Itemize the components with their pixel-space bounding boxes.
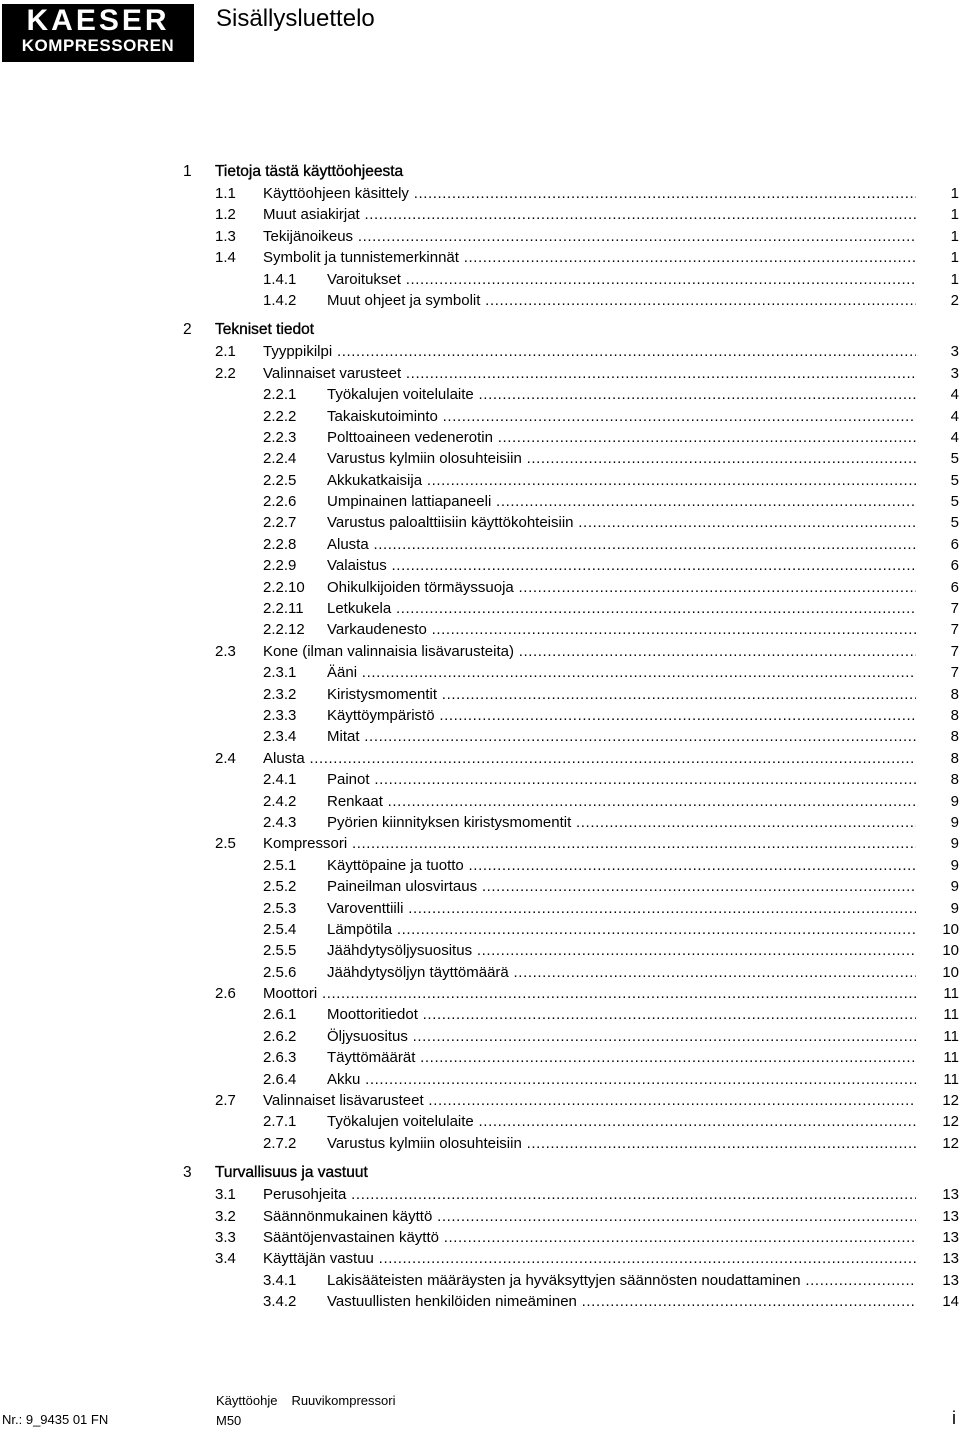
toc-entry-page: 7 [950, 664, 959, 682]
toc-entry-page: 13 [942, 1228, 959, 1246]
toc-entry-page: 12 [942, 1134, 959, 1152]
toc-entry[interactable] [0, 1291, 960, 1312]
toc-entry[interactable] [0, 962, 960, 983]
toc-entry-page: 6 [950, 578, 959, 596]
toc-entry-number: 2.3.4 [263, 728, 297, 746]
toc-chapter-number: 1 [183, 163, 192, 180]
toc-entry[interactable] [0, 876, 960, 897]
toc-entry-page: 11 [943, 1049, 959, 1067]
toc-entry-page: 11 [943, 1070, 959, 1088]
toc-entry-label: Öljysuositus ..... [327, 1026, 916, 1047]
toc-entry[interactable] [0, 598, 960, 619]
toc-entry-number: 2.5.1 [263, 856, 297, 874]
toc-entry[interactable] [0, 769, 960, 790]
toc-entry-label: Varoitukset ..... [327, 269, 916, 290]
toc-entry[interactable] [0, 1206, 960, 1227]
toc-chapter-number: 2 [183, 321, 192, 339]
toc-entry-page: 4 [950, 386, 959, 404]
toc-entry-number: 2.3.1 [263, 664, 297, 682]
toc-entry-page: 1 [950, 270, 959, 288]
toc-entry-number: 3.4.2 [263, 1293, 297, 1311]
toc-entry[interactable] [0, 748, 960, 769]
toc-entry[interactable] [0, 919, 960, 940]
toc-entry[interactable] [0, 448, 960, 469]
toc-entry-number: 2.2.6 [263, 493, 297, 511]
toc-chapter-heading[interactable] [0, 1161, 960, 1184]
toc-entry-label: Täyttömäärät ..... [327, 1047, 916, 1068]
toc-entry-label: Ohikulkijoiden törmäyssuoja ..... [327, 577, 916, 598]
toc-entry-label: Työkalujen voitelulaite ..... [327, 384, 916, 405]
toc-entry[interactable] [0, 662, 960, 683]
toc-entry-number: 3.1 [215, 1186, 236, 1204]
toc-entry-label: Ääni ..... [327, 662, 916, 683]
toc-entry-number: 2.2.12 [263, 621, 305, 639]
toc-entry-label: Käyttäjän vastuu ..... [263, 1248, 916, 1269]
toc-entry-page: 9 [950, 813, 959, 831]
toc-entry-page: 4 [950, 407, 959, 425]
toc-entry-label: Alusta ..... [263, 748, 916, 769]
footer-doc-info [216, 1393, 409, 1408]
toc-entry[interactable] [0, 940, 960, 961]
toc-entry[interactable] [0, 1133, 960, 1154]
toc-entry-page: 6 [950, 557, 959, 575]
footer-doc-type: Käyttöohje [216, 1393, 278, 1408]
toc-entry-number: 1.4.2 [263, 291, 297, 309]
toc-entry-page: 6 [950, 535, 959, 553]
toc-entry-label: Valinnaiset varusteet ..... [263, 363, 916, 384]
toc-entry-number: 2.6 [215, 985, 236, 1003]
toc-entry-number: 2.5.2 [263, 878, 297, 896]
toc-chapter-title: Tietoja tästä käyttöohjeesta [215, 163, 404, 180]
toc-chapter-title: Tekniset tiedot [215, 321, 315, 339]
toc-entry-page: 7 [950, 642, 959, 660]
toc-entry-number: 2.5.5 [263, 942, 297, 960]
toc-entry-page: 10 [942, 963, 959, 981]
toc-entry[interactable] [0, 812, 960, 833]
toc-entry-number: 2.2.11 [263, 600, 304, 618]
toc-entry-page: 10 [942, 920, 959, 938]
toc-entry-label: Renkaat ..... [327, 791, 916, 812]
toc-entry-label: Akkukatkaisija ..... [327, 470, 916, 491]
toc-entry-number: 2.5.3 [263, 899, 297, 917]
toc-section [0, 1161, 960, 1312]
toc-entry-number: 2.2.9 [263, 557, 297, 575]
toc-entry-number: 2.4.2 [263, 792, 297, 810]
toc-entry-number: 3.4.1 [263, 1271, 297, 1289]
toc-entry-number: 2.6.2 [263, 1027, 297, 1045]
toc-entry-page: 8 [950, 771, 959, 789]
toc-entry-label: Valinnaiset lisävarusteet ..... [263, 1090, 916, 1111]
toc-entry[interactable] [0, 1090, 960, 1111]
toc-entry[interactable] [0, 898, 960, 919]
toc-entry[interactable] [0, 833, 960, 854]
toc-entry-page: 9 [950, 878, 959, 896]
toc-entry-page: 5 [950, 471, 959, 489]
toc-entry-page: 3 [950, 364, 959, 382]
toc-entry-page: 9 [950, 792, 959, 810]
toc-entry-page: 1 [950, 227, 959, 245]
toc-entry-number: 2.4 [215, 749, 236, 767]
toc-entry-number: 2.7 [215, 1092, 236, 1110]
toc-entry-page: 8 [950, 706, 959, 724]
toc-entry-number: 1.1 [215, 185, 236, 202]
toc-entry-number: 2.3 [215, 642, 236, 660]
toc-chapter-heading[interactable] [0, 318, 960, 341]
toc-entry-page: 9 [950, 835, 959, 853]
toc-entry-number: 2.2.1 [263, 386, 297, 404]
toc-entry[interactable] [0, 512, 960, 533]
toc-entry-number: 2.7.1 [263, 1113, 297, 1131]
toc-entry[interactable] [0, 1004, 960, 1025]
toc-entry-number: 2.2.4 [263, 450, 297, 468]
toc-entry-label: Kone (ilman valinnaisia lisävarusteita) ..... [263, 641, 916, 662]
toc-entry-label: Tekijänoikeus ..... [263, 226, 916, 247]
toc-entry-number: 2.2.7 [263, 514, 297, 532]
toc-entry-page: 13 [942, 1271, 959, 1289]
footer-product: Ruuvikompressori [291, 1393, 396, 1408]
toc-entry-number: 2.2 [215, 364, 236, 382]
toc-entry-label: Varkaudenesto ..... [327, 619, 916, 640]
toc-entry[interactable] [0, 705, 960, 726]
toc-entry-page: 8 [950, 749, 959, 767]
toc-entry-page: 13 [942, 1207, 959, 1225]
toc-entry[interactable] [0, 363, 960, 384]
toc-entry-label: Varustus kylmiin olosuhteisiin ..... [327, 1133, 916, 1154]
toc-entry[interactable] [0, 577, 960, 598]
toc-entry-number: 1.4.1 [263, 270, 297, 288]
toc-entry-page: 1 [950, 249, 959, 267]
toc-entry-number: 2.6.4 [263, 1070, 297, 1088]
toc-entry[interactable] [0, 226, 960, 247]
toc-entry-page: 7 [950, 600, 959, 618]
toc-entry-label: Jäähdytysöljysuositus ..... [327, 940, 916, 961]
toc-entry-label: Valaistus ..... [327, 555, 916, 576]
toc-entry[interactable] [0, 204, 960, 225]
toc-entry-page: 14 [942, 1293, 959, 1311]
footer-model: M50 [216, 1413, 242, 1428]
toc-entry-number: 2.5 [215, 835, 236, 853]
toc-entry-page: 4 [950, 428, 959, 446]
toc-entry-label: Käyttöpaine ja tuotto ..... [327, 855, 916, 876]
toc-entry-label: Lämpötila ..... [327, 919, 916, 940]
toc-entry-number: 1.4 [215, 249, 236, 267]
toc-entry-number: 2.2.8 [263, 535, 297, 553]
toc-entry-page: 13 [942, 1186, 959, 1204]
toc-entry-label: Umpinainen lattiapaneeli ..... [327, 491, 916, 512]
toc-entry-label: Moottori ..... [263, 983, 916, 1004]
toc-entry-label: Tyyppikilpi ..... [263, 341, 916, 362]
toc-chapter-title: Turvallisuus ja vastuut [215, 1164, 368, 1182]
toc-entry-page: 9 [950, 856, 959, 874]
toc-entry-label: Paineilman ulosvirtaus ..... [327, 876, 916, 897]
toc-entry[interactable] [0, 1026, 960, 1047]
toc-entry-label: Moottoritiedot ..... [327, 1004, 916, 1025]
toc-entry-label: Varustus paloalttiisiin käyttökohteisiin ..... [327, 512, 916, 533]
toc-entry-number: 2.2.2 [263, 407, 297, 425]
toc-entry-page: 10 [942, 942, 959, 960]
toc-entry-page: 5 [950, 450, 959, 468]
toc-entry-page: 11 [943, 1006, 959, 1024]
toc-entry-page: 8 [950, 728, 959, 746]
toc-entry-label: Varoventtiili ..... [327, 898, 916, 919]
toc-chapter-number: 3 [183, 1164, 192, 1182]
toc-entry-label: Vastuullisten henkilöiden nimeäminen ..... [327, 1291, 916, 1312]
toc-entry-number: 3.4 [215, 1250, 236, 1268]
toc-entry-number: 2.2.3 [263, 428, 297, 446]
toc-entry[interactable] [0, 427, 960, 448]
toc-entry[interactable] [0, 555, 960, 576]
logo-wordmark: KAESER [26, 4, 170, 37]
toc-entry[interactable] [0, 470, 960, 491]
toc-entry-page: 2 [950, 291, 959, 309]
toc-entry[interactable] [0, 1111, 960, 1132]
toc-entry-label: Sääntöjenvastainen käyttö ..... [263, 1227, 916, 1248]
toc-section [0, 318, 960, 1154]
toc-entry[interactable] [0, 1069, 960, 1090]
toc-entry-number: 2.3.2 [263, 685, 297, 703]
toc-entry[interactable] [0, 247, 960, 268]
toc-entry-number: 2.3.3 [263, 706, 297, 724]
toc-entry-label: Muut asiakirjat ..... [263, 204, 916, 225]
footer-page-number: i [952, 1408, 956, 1428]
toc-entry-number: 3.3 [215, 1228, 236, 1246]
toc-entry[interactable] [0, 1184, 960, 1205]
toc-entry[interactable] [0, 1227, 960, 1248]
toc-entry[interactable] [0, 1270, 960, 1291]
toc-entry[interactable] [0, 491, 960, 512]
toc-entry[interactable] [0, 983, 960, 1004]
toc-entry-page: 8 [950, 685, 959, 703]
toc-entry[interactable] [0, 726, 960, 747]
toc-entry-number: 2.5.6 [263, 963, 297, 981]
toc-entry-label: Symbolit ja tunnistemerkinnät ..... [263, 247, 916, 268]
toc-entry-number: 2.5.4 [263, 920, 297, 938]
toc-entry-page: 1 [950, 185, 959, 202]
toc-entry-number: 2.7.2 [263, 1134, 297, 1152]
toc-entry-page: 3 [950, 343, 959, 361]
toc-entry-page: 12 [942, 1092, 959, 1110]
toc-entry-label: Muut ohjeet ja symbolit ..... [327, 290, 916, 311]
toc-entry-page: 12 [942, 1113, 959, 1131]
toc-entry[interactable] [0, 791, 960, 812]
toc-entry-label: Pyörien kiinnityksen kiristysmomentit ..... [327, 812, 916, 833]
toc-entry-page: 13 [942, 1250, 959, 1268]
toc-entry[interactable] [0, 384, 960, 405]
toc-entry[interactable] [0, 641, 960, 662]
toc-chapter-heading[interactable] [0, 160, 960, 183]
toc-entry-page: 5 [950, 493, 959, 511]
toc-entry-label: Lakisääteisten määräysten ja hyväksyttyjen säännösten noudattaminen ..... [327, 1270, 916, 1291]
toc-entry-label: Käyttöohjeen käsittely ..... [263, 183, 916, 204]
toc-entry[interactable] [0, 855, 960, 876]
page-title: Sisällysluettelo [216, 5, 375, 32]
toc-entry-page: 11 [943, 985, 959, 1003]
toc-entry-page: 7 [950, 621, 959, 639]
toc-entry[interactable] [0, 183, 960, 204]
toc-entry[interactable] [0, 684, 960, 705]
toc-entry-page: 1 [950, 206, 959, 224]
footer-doc-number: Nr.: 9_9435 01 FN [2, 1412, 109, 1427]
toc-entry-number: 2.6.3 [263, 1049, 297, 1067]
toc-entry-label: Polttoaineen vedenerotin ..... [327, 427, 916, 448]
toc-entry-number: 2.1 [215, 343, 236, 361]
table-of-contents [0, 160, 960, 1320]
toc-entry-label: Kompressori ..... [263, 833, 916, 854]
toc-entry[interactable] [0, 341, 960, 362]
toc-entry-label: Jäähdytysöljyn täyttömäärä ..... [327, 962, 916, 983]
toc-entry-page: 5 [950, 514, 959, 532]
toc-entry-label: Käyttöympäristö ..... [327, 705, 916, 726]
toc-entry[interactable] [0, 1047, 960, 1068]
toc-entry-label: Letkukela ..... [327, 598, 916, 619]
toc-entry-label: Alusta ..... [327, 534, 916, 555]
toc-entry[interactable] [0, 619, 960, 640]
toc-entry[interactable] [0, 1248, 960, 1269]
toc-entry-label: Akku ..... [327, 1069, 916, 1090]
toc-entry-label: Takaiskutoiminto ..... [327, 406, 916, 427]
toc-entry[interactable] [0, 406, 960, 427]
toc-entry-page: 11 [943, 1027, 959, 1045]
toc-entry-label: Painot ..... [327, 769, 916, 790]
toc-section [0, 160, 960, 311]
toc-entry-number: 2.4.3 [263, 813, 297, 831]
toc-entry[interactable] [0, 534, 960, 555]
toc-entry-number: 2.4.1 [263, 771, 297, 789]
toc-entry-page: 9 [950, 899, 959, 917]
toc-entry-number: 2.2.5 [263, 471, 297, 489]
logo-subline: KOMPRESSOREN [21, 36, 175, 55]
toc-entry-number: 1.2 [215, 206, 236, 224]
kaeser-logo [2, 4, 194, 62]
toc-entry-label: Työkalujen voitelulaite ..... [327, 1111, 916, 1132]
toc-entry-label: Varustus kylmiin olosuhteisiin ..... [327, 448, 916, 469]
toc-entry-number: 2.6.1 [263, 1006, 297, 1024]
toc-entry[interactable] [0, 269, 960, 290]
toc-entry-label: Perusohjeita ..... [263, 1184, 916, 1205]
toc-entry-label: Mitat ..... [327, 726, 916, 747]
toc-entry-label: Säännönmukainen käyttö ..... [263, 1206, 916, 1227]
toc-entry[interactable] [0, 290, 960, 311]
toc-entry-number: 3.2 [215, 1207, 236, 1225]
toc-entry-number: 2.2.10 [263, 578, 305, 596]
toc-entry-label: Kiristysmomentit ..... [327, 684, 916, 705]
toc-entry-number: 1.3 [215, 227, 236, 245]
